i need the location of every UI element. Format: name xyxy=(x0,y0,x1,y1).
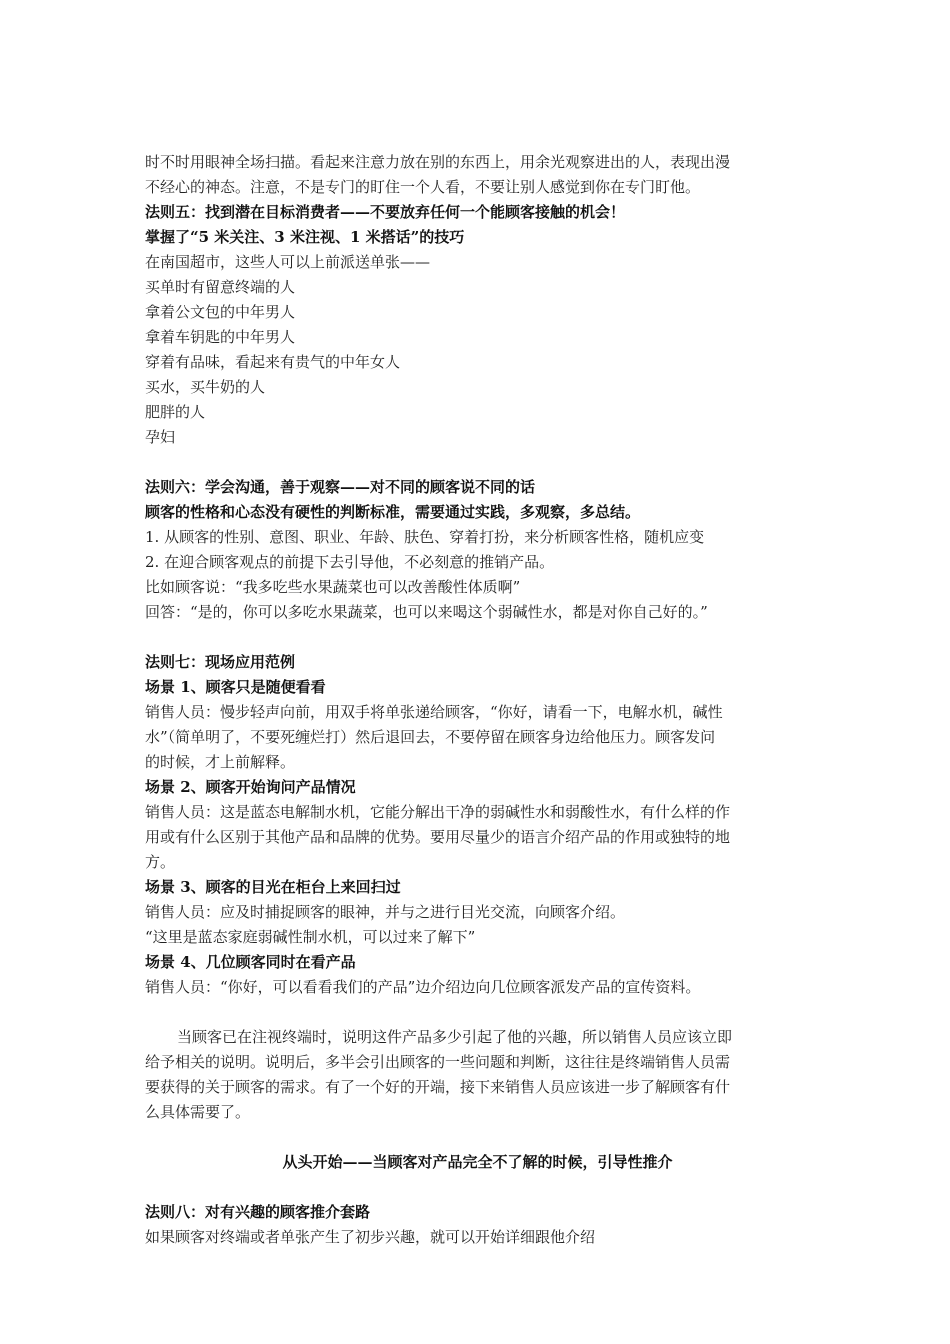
text-line: 场景 2、顾客开始询问产品情况 xyxy=(145,778,356,796)
paragraph xyxy=(145,1025,810,1125)
paragraph xyxy=(145,400,810,425)
document-body xyxy=(145,150,810,1250)
text-line: 比如顾客说：“我多吃些水果蔬菜也可以改善酸性体质啊” xyxy=(145,578,521,596)
text-line: 掌握了“5 米关注、3 米注视、1 米搭话”的技巧 xyxy=(145,228,465,246)
text-line: 场景 1、顾客只是随便看看 xyxy=(145,678,326,696)
paragraph xyxy=(145,975,810,1000)
paragraph xyxy=(145,700,810,775)
paragraph xyxy=(145,550,810,575)
text-line: 从头开始——当顾客对产品完全不了解的时候，引导性推介 xyxy=(282,1153,673,1171)
text-line: 回答：“是的，你可以多吃水果蔬菜，也可以来喝这个弱碱性水，都是对你自己好的。” xyxy=(145,603,708,621)
paragraph xyxy=(145,325,810,350)
text-line: 场景 4、几位顾客同时在看产品 xyxy=(145,953,356,971)
bold-heading xyxy=(145,675,810,700)
paragraph xyxy=(145,350,810,375)
text-line: 时不时用眼神全场扫描。看起来注意力放在别的东西上，用余光观察进出的人，表现出漫 xyxy=(145,153,731,171)
text-line: 给予相关的说明。说明后，多半会引出顾客的一些问题和判断，这往往是终端销售人员需 xyxy=(145,1053,731,1071)
text-line: 1. 从顾客的性别、意图、职业、年龄、肤色、穿着打扮，来分析顾客性格，随机应变 xyxy=(145,528,705,546)
text-line: 场景 3、顾客的目光在柜台上来回扫过 xyxy=(145,878,401,896)
text-line: 销售人员：这是蓝态电解制水机，它能分解出干净的弱碱性水和弱酸性水，有什么样的作 xyxy=(145,803,731,821)
text-line: 么具体需要了。 xyxy=(145,1103,251,1121)
text-line: 拿着车钥匙的中年男人 xyxy=(145,328,296,346)
text-line: 在南国超市，这些人可以上前派送单张—— xyxy=(145,253,431,271)
bold-heading xyxy=(145,475,810,500)
paragraph xyxy=(145,250,810,275)
text-line: 销售人员：慢步轻声向前，用双手将单张递给顾客，“你好，请看一下，电解水机，碱性 xyxy=(145,703,723,721)
text-line: 的时候，才上前解释。 xyxy=(145,753,296,771)
blank-line xyxy=(145,1175,810,1200)
text-line: 用或有什么区别于其他产品和品牌的优势。要用尽量少的语言介绍产品的作用或独特的地 xyxy=(145,828,731,846)
text-line: 要获得的关于顾客的需求。有了一个好的开端，接下来销售人员应该进一步了解顾客有什 xyxy=(145,1078,731,1096)
text-line: 水”（简单明了，不要死缠烂打）然后退回去，不要停留在顾客身边给他压力。顾客发问 xyxy=(145,728,716,746)
bold-heading xyxy=(145,225,810,250)
bold-heading xyxy=(145,775,810,800)
text-line: 法则七：现场应用范例 xyxy=(145,653,296,671)
text-line: 法则六：学会沟通，善于观察——对不同的顾客说不同的话 xyxy=(145,478,536,496)
bold-heading xyxy=(145,200,810,225)
bold-heading xyxy=(145,950,810,975)
text-line: 方。 xyxy=(145,853,176,871)
blank-line xyxy=(145,1000,810,1025)
text-line: 销售人员：应及时捕捉顾客的眼神，并与之进行目光交流，向顾客介绍。 xyxy=(145,903,626,921)
text-line: 顾客的性格和心态没有硬性的判断标准，需要通过实践，多观察，多总结。 xyxy=(145,503,641,521)
section-heading xyxy=(145,1150,810,1175)
text-line: 当顾客已在注视终端时，说明这件产品多少引起了他的兴趣，所以销售人员应该立即 xyxy=(177,1028,733,1046)
text-line: 销售人员：“你好，可以看看我们的产品”边介绍边向几位顾客派发产品的宣传资料。 xyxy=(145,978,701,996)
text-line: 法则八：对有兴趣的顾客推介套路 xyxy=(145,1203,371,1221)
text-line: 孕妇 xyxy=(145,428,176,446)
blank-line xyxy=(145,625,810,650)
paragraph xyxy=(145,1225,810,1250)
text-line: 肥胖的人 xyxy=(145,403,206,421)
text-line: 如果顾客对终端或者单张产生了初步兴趣，就可以开始详细跟他介绍 xyxy=(145,1228,596,1246)
paragraph xyxy=(145,375,810,400)
text-line: 法则五：找到潜在目标消费者——不要放弃任何一个能顾客接触的机会！ xyxy=(145,203,626,221)
text-line: 买水，买牛奶的人 xyxy=(145,378,266,396)
text-line: 买单时有留意终端的人 xyxy=(145,278,296,296)
paragraph xyxy=(145,600,810,625)
text-line: 穿着有品味，看起来有贵气的中年女人 xyxy=(145,353,401,371)
text-line: 2. 在迎合顾客观点的前提下去引导他，不必刻意的推销产品。 xyxy=(145,553,555,571)
paragraph xyxy=(145,275,810,300)
paragraph xyxy=(145,800,810,875)
text-line: 不经心的神态。注意，不是专门的盯住一个人看，不要让别人感觉到你在专门盯他。 xyxy=(145,178,701,196)
bold-heading xyxy=(145,650,810,675)
paragraph xyxy=(145,900,810,925)
paragraph xyxy=(145,925,810,950)
paragraph xyxy=(145,300,810,325)
paragraph xyxy=(145,575,810,600)
paragraph xyxy=(145,525,810,550)
blank-line xyxy=(145,1125,810,1150)
paragraph xyxy=(145,150,810,200)
text-line: 拿着公文包的中年男人 xyxy=(145,303,296,321)
blank-line xyxy=(145,450,810,475)
bold-heading xyxy=(145,500,810,525)
paragraph xyxy=(145,425,810,450)
bold-heading xyxy=(145,875,810,900)
bold-heading xyxy=(145,1200,810,1225)
text-line: “这里是蓝态家庭弱碱性制水机，可以过来了解下” xyxy=(145,928,476,946)
